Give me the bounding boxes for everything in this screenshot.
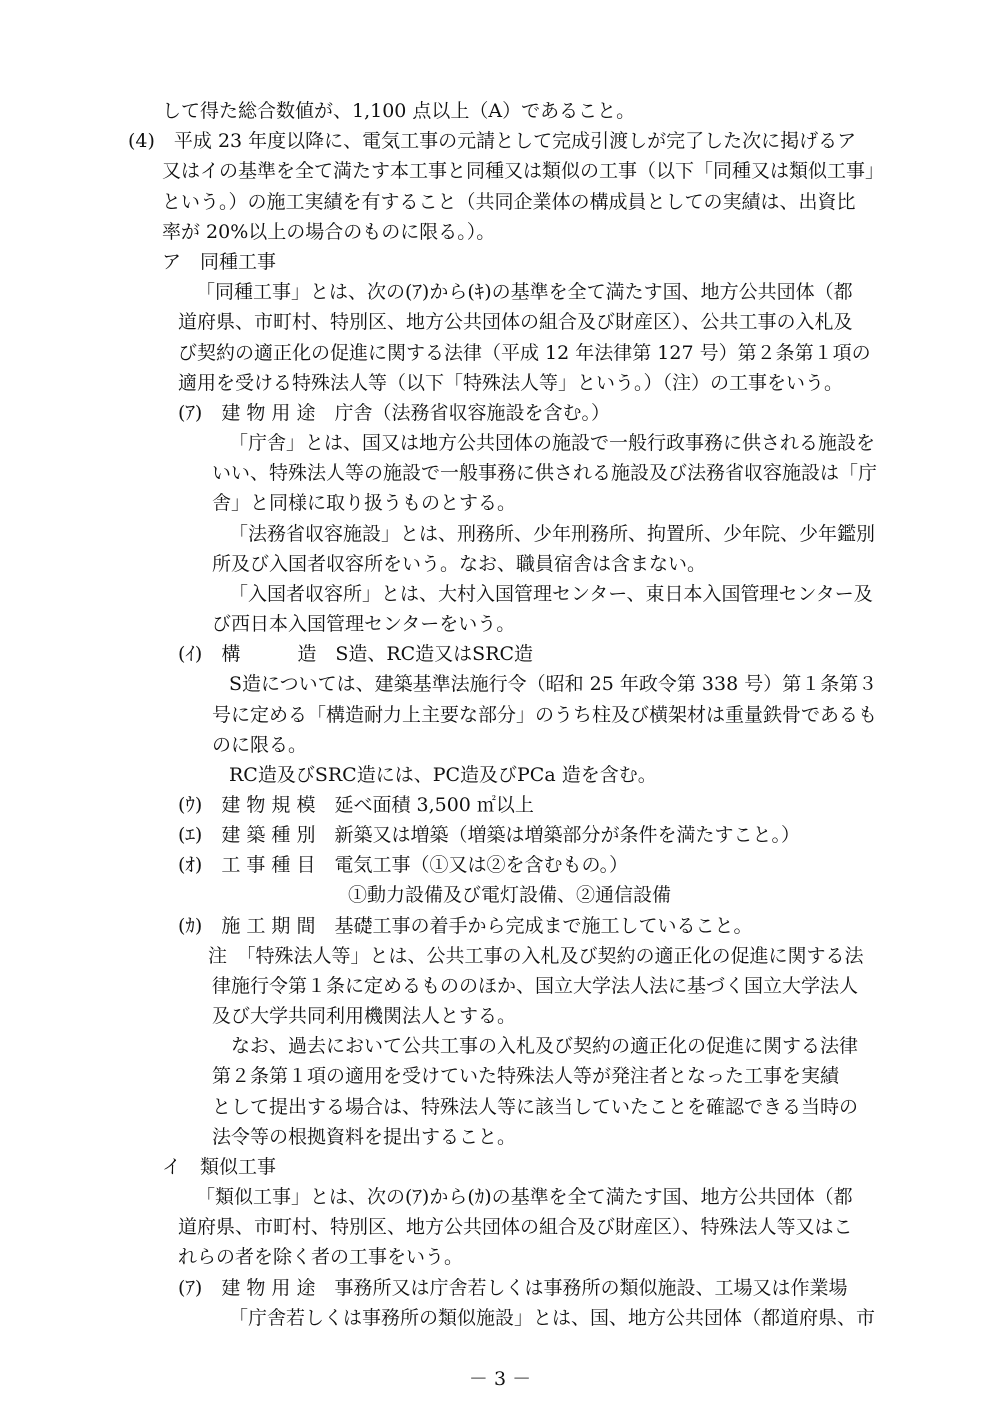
criteria-item: (ｳ) 建 物 規 模 延べ面積 3,500 ㎡以上 [178, 794, 534, 816]
criteria-item: (ｱ) 建 物 用 途 庁舎（法務省収容施設を含む。） [178, 402, 610, 424]
note-line: なお、過去において公共工事の入札及び契約の適正化の促進に関する法律 [231, 1035, 859, 1057]
text-line: 「庁舎若しくは事務所の類似施設」とは、国、地方公共団体（都道府県、市 [229, 1307, 876, 1329]
note-line: 注 「特殊法人等」とは、公共工事の入札及び契約の適正化の促進に関する法 [208, 945, 864, 967]
note-line: 及び大学共同利用機関法人とする。 [212, 1005, 517, 1027]
text-line: び契約の適正化の促進に関する法律（平成 12 年法律第 127 号）第２条第１項の [178, 342, 871, 364]
criteria-item: (ｶ) 施 工 期 間 基礎工事の着手から完成まで施工していること。 [178, 915, 753, 937]
note-line: 律施行令第１条に定めるもののほか、国立大学法人法に基づく国立大学法人 [212, 975, 859, 997]
text-line: 適用を受ける特殊法人等（以下「特殊法人等」という。）（注）の工事をいう。 [178, 372, 844, 394]
text-line: という。）の施工実績を有すること（共同企業体の構成員としての実績は、出資比 [162, 191, 856, 213]
text-line: 号に定める「構造耐力上主要な部分」のうち柱及び横架材は重量鉄骨であるも [212, 704, 878, 726]
note-line: として提出する場合は、特殊法人等に該当していたことを確認できる当時の [212, 1096, 859, 1118]
section-heading: イ 類似工事 [162, 1156, 277, 1178]
text-line: (4) 平成 23 年度以降に、電気工事の元請として完成引渡しが完了した次に掲げるア [128, 130, 857, 152]
text-line: いい、特殊法人等の施設で一般事務に供される施設及び法務省収容施設は「庁 [212, 462, 878, 484]
text-line: して得た総合数値が、1,100 点以上（A）であること。 [162, 100, 636, 122]
text-line: S造については、建築基準法施行令（昭和 25 年政令第 338 号）第１条第３ [229, 673, 878, 695]
text-line: 「類似工事」とは、次の(ｱ)から(ｶ)の基準を全て満たす国、地方公共団体（都 [196, 1186, 853, 1208]
text-line: 道府県、市町村、特別区、地方公共団体の組合及び財産区）、特殊法人等又はこ [178, 1216, 853, 1238]
text-line: び西日本入国管理センターをいう。 [212, 613, 516, 635]
text-line: 「同種工事」とは、次の(ｱ)から(ｷ)の基準を全て満たす国、地方公共団体（都 [196, 281, 853, 303]
text-line: 道府県、市町村、特別区、地方公共団体の組合及び財産区）、公共工事の入札及 [178, 311, 853, 333]
text-line: ①動力設備及び電灯設備、②通信設備 [348, 884, 672, 906]
text-line: 所及び入国者収容所をいう。なお、職員宿舎は含まない。 [212, 553, 707, 575]
criteria-item: (ｲ) 構 造 S造、RC造又はSRC造 [178, 643, 534, 665]
text-line: 「法務省収容施設」とは、刑務所、少年刑務所、拘置所、少年院、少年鑑別 [229, 523, 876, 545]
criteria-item: (ｱ) 建 物 用 途 事務所又は庁舎若しくは事務所の類似施設、工場又は作業場 [178, 1277, 848, 1299]
criteria-item: (ｵ) 工 事 種 目 電気工事（①又は②を含むもの。） [178, 854, 629, 876]
text-line: RC造及びSRC造には、PC造及びPCa 造を含む。 [229, 764, 657, 786]
note-line: 法令等の根拠資料を提出すること。 [212, 1126, 517, 1148]
text-line: のに限る。 [212, 734, 308, 756]
text-line: 舎」と同様に取り扱うものとする。 [212, 492, 517, 514]
text-line: れらの者を除く者の工事をいう。 [178, 1246, 464, 1268]
text-line: 又はイの基準を全て満たす本工事と同種又は類似の工事（以下「同種又は類似工事」 [162, 160, 885, 182]
criteria-item: (ｴ) 建 築 種 別 新築又は増築（増築は増築部分が条件を満たすこと。） [178, 824, 800, 846]
page-number: － 3 － [468, 1368, 532, 1390]
section-heading: ア 同種工事 [162, 251, 277, 273]
text-line: 「庁舎」とは、国又は地方公共団体の施設で一般行政事務に供される施設を [229, 432, 876, 454]
text-line: 率が 20%以上の場合のものに限る。）。 [162, 221, 496, 243]
note-line: 第２条第１項の適用を受けていた特殊法人等が発注者となった工事を実績 [212, 1065, 840, 1087]
text-line: 「入国者収容所」とは、大村入国管理センター、東日本入国管理センター及 [229, 583, 873, 605]
